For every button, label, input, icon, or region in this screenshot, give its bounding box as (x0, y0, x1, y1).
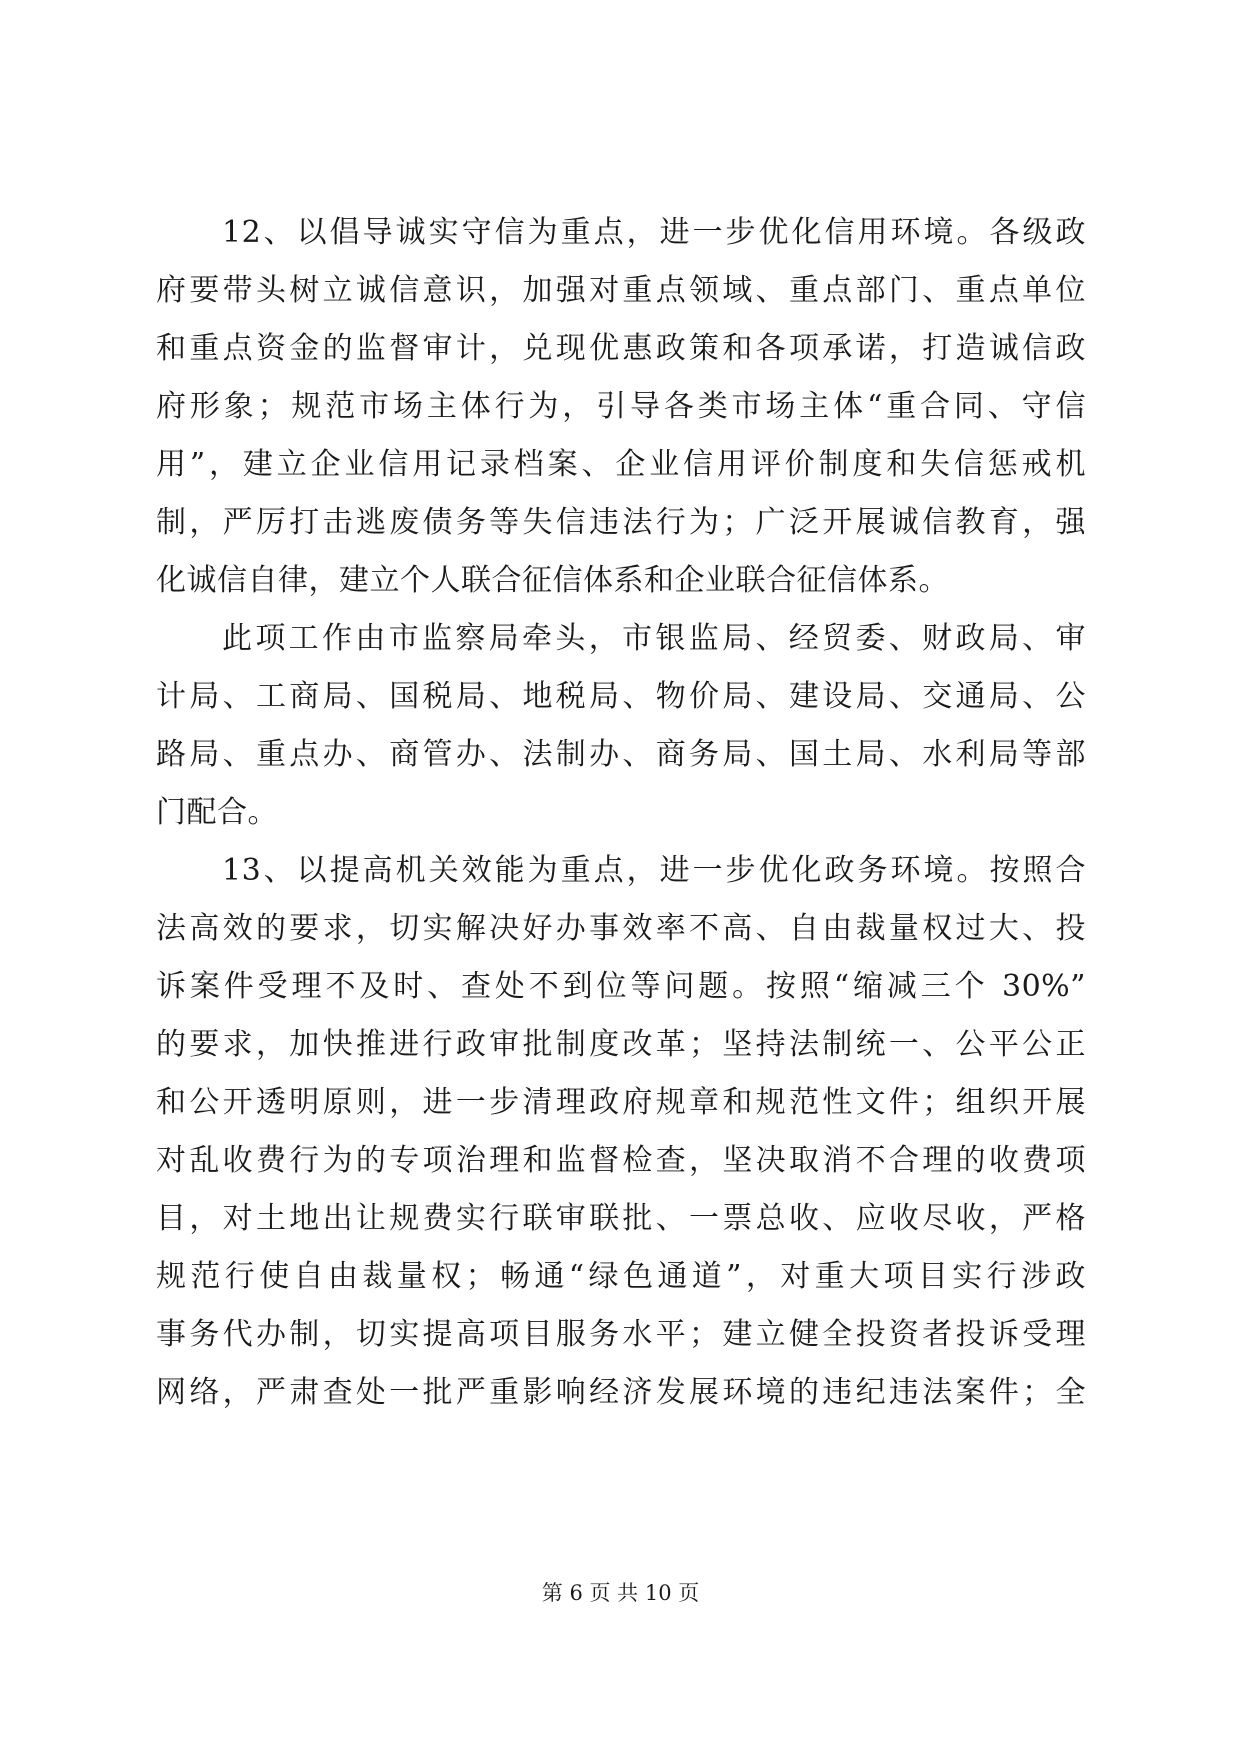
text-line: 制，严厉打击逃废债务等失信违法行为；广泛开展诚信教育，强 (156, 505, 1086, 540)
text-line: 事务代办制，切实提高项目服务水平；建立健全投资者投诉受理 (156, 1317, 1086, 1352)
text-line: 用”，建立企业信用记录档案、企业信用评价制度和失信惩戒机 (156, 447, 1086, 482)
text-line: 12、以倡导诚实守信为重点，进一步优化信用环境。各级政 (222, 215, 1086, 250)
text-line: 门配合。 (156, 795, 278, 830)
text-line: 13、以提高机关效能为重点，进一步优化政务环境。按照合 (222, 853, 1086, 888)
text-line: 对乱收费行为的专项治理和监督检查，坚决取消不合理的收费项 (156, 1143, 1086, 1178)
text-line: 府形象；规范市场主体行为，引导各类市场主体“重合同、守信 (156, 389, 1086, 424)
text-line: 和公开透明原则，进一步清理政府规章和规范性文件；组织开展 (156, 1085, 1086, 1120)
text-line: 法高效的要求，切实解决好办事效率不高、自由裁量权过大、投 (156, 911, 1086, 946)
text-line: 府要带头树立诚信意识，加强对重点领域、重点部门、重点单位 (156, 273, 1086, 308)
text-line: 此项工作由市监察局牵头，市银监局、经贸委、财政局、审 (222, 621, 1086, 656)
text-line: 的要求，加快推进行政审批制度改革；坚持法制统一、公平公正 (156, 1027, 1086, 1062)
page-number-footer: 第 6 页 共 10 页 (541, 1581, 700, 1605)
text-line: 目，对土地出让规费实行联审联批、一票总收、应收尽收，严格 (156, 1201, 1086, 1236)
text-line: 路局、重点办、商管办、法制办、商务局、国土局、水利局等部 (156, 737, 1086, 772)
text-line: 诉案件受理不及时、查处不到位等问题。按照“缩减三个 30%” (156, 969, 1086, 1004)
text-line: 计局、工商局、国税局、地税局、物价局、建设局、交通局、公 (156, 679, 1086, 714)
text-line: 和重点资金的监督审计，兑现优惠政策和各项承诺，打造诚信政 (156, 331, 1086, 366)
text-line: 网络，严肃查处一批严重影响经济发展环境的违纪违法案件；全 (156, 1375, 1086, 1410)
text-line: 化诚信自律，建立个人联合征信体系和企业联合征信体系。 (156, 563, 949, 598)
text-line: 规范行使自由裁量权；畅通“绿色通道”，对重大项目实行涉政 (156, 1259, 1086, 1294)
